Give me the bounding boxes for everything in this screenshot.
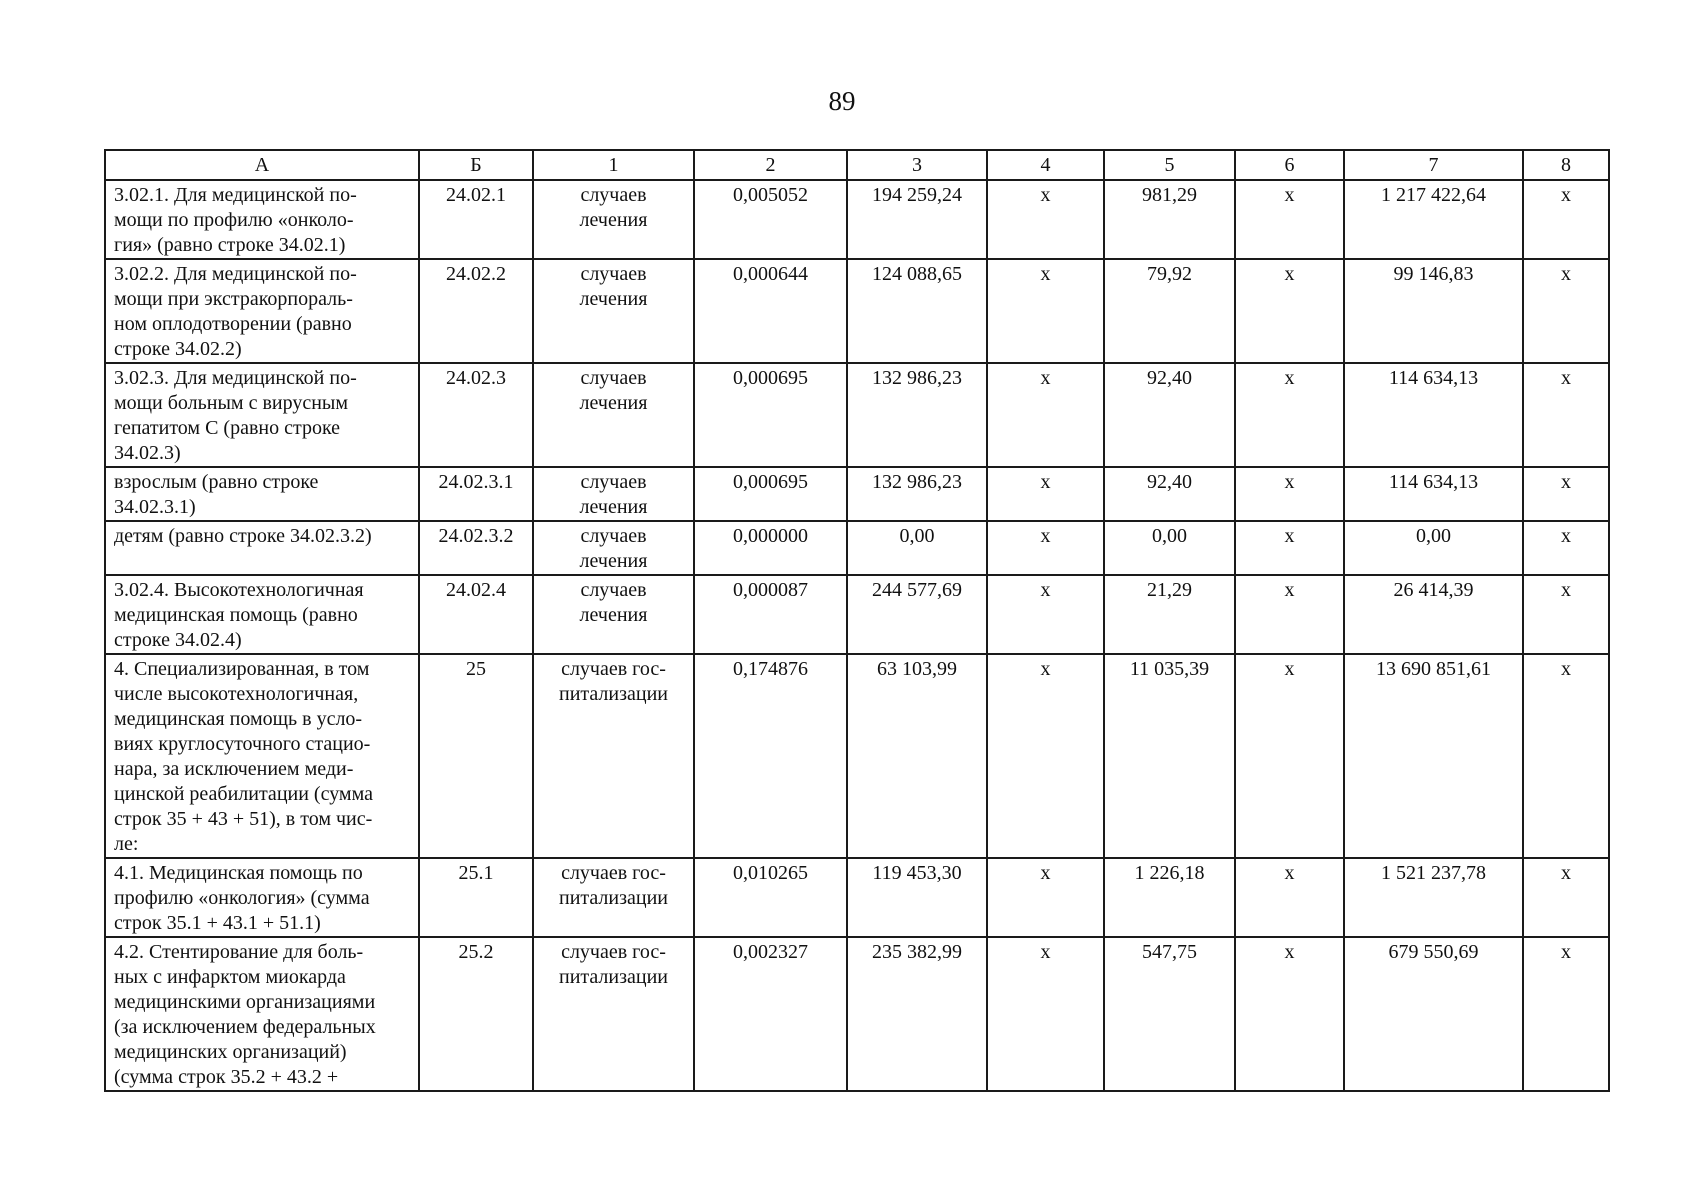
row-code-cell: 25.2 (419, 937, 533, 1091)
row-col3-cell: 194 259,24 (847, 180, 987, 259)
row-unit-cell: случаев лечения (533, 467, 694, 521)
table-row (105, 937, 1609, 1091)
row-col3-cell: 244 577,69 (847, 575, 987, 654)
row-code-cell: 24.02.3 (419, 363, 533, 467)
row-name-cell: 4.2. Стентирование для боль- ных с инфарктом миокарда медицинскими организациями (за исключением федеральных медицинских организаций) (сумма строк 35.2 + 43.2 + (105, 937, 419, 1091)
row-col6-cell: х (1235, 575, 1344, 654)
row-col6-cell: х (1235, 937, 1344, 1091)
row-code-cell: 24.02.1 (419, 180, 533, 259)
header-cell-b: Б (419, 150, 533, 180)
row-col4-cell: х (987, 521, 1104, 575)
row-col6-cell: х (1235, 654, 1344, 858)
row-code-cell: 25 (419, 654, 533, 858)
row-col4-cell: х (987, 858, 1104, 937)
header-cell-7: 7 (1344, 150, 1523, 180)
data-table (104, 149, 1610, 1092)
row-col6-cell: х (1235, 259, 1344, 363)
row-unit-cell: случаев гос- питализации (533, 937, 694, 1091)
row-col8-cell: х (1523, 654, 1609, 858)
row-col6-cell: х (1235, 467, 1344, 521)
row-name-cell: детям (равно строке 34.02.3.2) (105, 521, 419, 575)
row-col3-cell: 119 453,30 (847, 858, 987, 937)
row-col5-cell: 92,40 (1104, 467, 1235, 521)
row-col7-cell: 1 521 237,78 (1344, 858, 1523, 937)
row-col8-cell: х (1523, 858, 1609, 937)
row-col4-cell: х (987, 467, 1104, 521)
row-col8-cell: х (1523, 521, 1609, 575)
row-unit-cell: случаев гос- питализации (533, 858, 694, 937)
row-col4-cell: х (987, 259, 1104, 363)
row-col5-cell: 21,29 (1104, 575, 1235, 654)
row-col3-cell: 124 088,65 (847, 259, 987, 363)
header-row (105, 150, 1609, 180)
row-col8-cell: х (1523, 363, 1609, 467)
header-cell-1: 1 (533, 150, 694, 180)
row-name-cell: взрослым (равно строке 34.02.3.1) (105, 467, 419, 521)
row-col2-cell: 0,000695 (694, 363, 847, 467)
header-cell-a: А (105, 150, 419, 180)
row-col2-cell: 0,174876 (694, 654, 847, 858)
row-col2-cell: 0,010265 (694, 858, 847, 937)
row-col8-cell: х (1523, 937, 1609, 1091)
row-col7-cell: 679 550,69 (1344, 937, 1523, 1091)
row-name-cell: 4.1. Медицинская помощь по профилю «онкология» (сумма строк 35.1 + 43.1 + 51.1) (105, 858, 419, 937)
row-code-cell: 25.1 (419, 858, 533, 937)
row-col6-cell: х (1235, 521, 1344, 575)
header-cell-5: 5 (1104, 150, 1235, 180)
table-row (105, 858, 1609, 937)
row-col2-cell: 0,002327 (694, 937, 847, 1091)
row-code-cell: 24.02.3.2 (419, 521, 533, 575)
row-unit-cell: случаев лечения (533, 575, 694, 654)
row-col3-cell: 0,00 (847, 521, 987, 575)
table-body (105, 180, 1609, 1091)
table-row (105, 259, 1609, 363)
row-col2-cell: 0,000087 (694, 575, 847, 654)
row-col6-cell: х (1235, 363, 1344, 467)
table-row (105, 521, 1609, 575)
row-col8-cell: х (1523, 180, 1609, 259)
row-col7-cell: 114 634,13 (1344, 363, 1523, 467)
header-cell-6: 6 (1235, 150, 1344, 180)
row-col8-cell: х (1523, 259, 1609, 363)
row-col2-cell: 0,000000 (694, 521, 847, 575)
row-col7-cell: 13 690 851,61 (1344, 654, 1523, 858)
row-col3-cell: 63 103,99 (847, 654, 987, 858)
row-col3-cell: 235 382,99 (847, 937, 987, 1091)
row-col7-cell: 99 146,83 (1344, 259, 1523, 363)
table-row (105, 654, 1609, 858)
row-col7-cell: 1 217 422,64 (1344, 180, 1523, 259)
row-name-cell: 3.02.4. Высокотехнологичная медицинская помощь (равно строке 34.02.4) (105, 575, 419, 654)
row-col2-cell: 0,000644 (694, 259, 847, 363)
row-col4-cell: х (987, 654, 1104, 858)
row-col4-cell: х (987, 575, 1104, 654)
header-cell-4: 4 (987, 150, 1104, 180)
row-name-cell: 3.02.2. Для медицинской по- мощи при экстракорпораль- ном оплодотворении (равно строке 34.02.2) (105, 259, 419, 363)
row-unit-cell: случаев лечения (533, 259, 694, 363)
row-col4-cell: х (987, 363, 1104, 467)
row-col7-cell: 26 414,39 (1344, 575, 1523, 654)
header-cell-8: 8 (1523, 150, 1609, 180)
row-col6-cell: х (1235, 180, 1344, 259)
row-col6-cell: х (1235, 858, 1344, 937)
row-col3-cell: 132 986,23 (847, 363, 987, 467)
row-col5-cell: 981,29 (1104, 180, 1235, 259)
row-unit-cell: случаев лечения (533, 363, 694, 467)
row-col4-cell: х (987, 180, 1104, 259)
row-col3-cell: 132 986,23 (847, 467, 987, 521)
row-col5-cell: 92,40 (1104, 363, 1235, 467)
row-name-cell: 4. Специализированная, в том числе высокотехнологичная, медицинская помощь в усло- виях круглосуточного стацио- нара, за исключением меди- цинской реабилитации (сумма строк 35 + 43 + 51), в том чис- ле: (105, 654, 419, 858)
row-col2-cell: 0,005052 (694, 180, 847, 259)
row-col2-cell: 0,000695 (694, 467, 847, 521)
row-col5-cell: 79,92 (1104, 259, 1235, 363)
row-unit-cell: случаев гос- питализации (533, 654, 694, 858)
row-col5-cell: 0,00 (1104, 521, 1235, 575)
row-code-cell: 24.02.2 (419, 259, 533, 363)
table-row (105, 575, 1609, 654)
row-name-cell: 3.02.3. Для медицинской по- мощи больным с вирусным гепатитом С (равно строке 34.02.3) (105, 363, 419, 467)
row-code-cell: 24.02.3.1 (419, 467, 533, 521)
table-row (105, 180, 1609, 259)
row-col7-cell: 114 634,13 (1344, 467, 1523, 521)
row-col8-cell: х (1523, 467, 1609, 521)
row-col4-cell: х (987, 937, 1104, 1091)
row-unit-cell: случаев лечения (533, 180, 694, 259)
page-number: 89 (828, 86, 856, 116)
table-row (105, 467, 1609, 521)
table-row (105, 363, 1609, 467)
header-cell-3: 3 (847, 150, 987, 180)
row-col5-cell: 11 035,39 (1104, 654, 1235, 858)
row-col5-cell: 1 226,18 (1104, 858, 1235, 937)
row-col5-cell: 547,75 (1104, 937, 1235, 1091)
row-col8-cell: х (1523, 575, 1609, 654)
row-name-cell: 3.02.1. Для медицинской по- мощи по профилю «онколо- гия» (равно строке 34.02.1) (105, 180, 419, 259)
row-col7-cell: 0,00 (1344, 521, 1523, 575)
row-unit-cell: случаев лечения (533, 521, 694, 575)
row-code-cell: 24.02.4 (419, 575, 533, 654)
header-cell-2: 2 (694, 150, 847, 180)
